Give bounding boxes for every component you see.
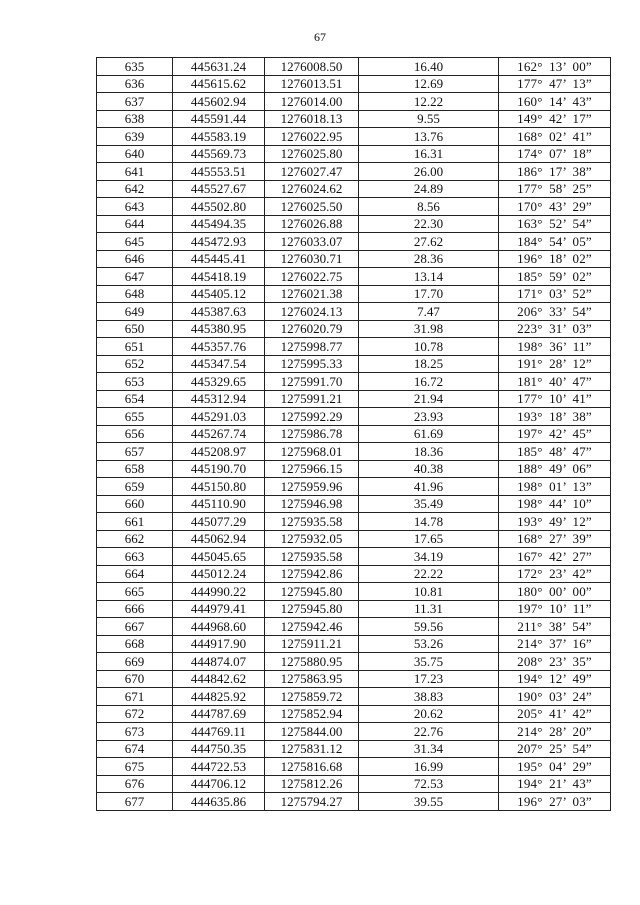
y-coordinate-cell: 1275959.96 [265, 478, 359, 496]
bearing-cell: 163° 52’ 54” [499, 215, 611, 233]
y-coordinate-cell: 1275816.68 [265, 758, 359, 776]
y-coordinate-cell: 1275863.95 [265, 670, 359, 688]
x-coordinate-cell: 445062.94 [173, 530, 265, 548]
bearing-cell: 198° 36’ 11” [499, 338, 611, 356]
distance-cell: 38.83 [359, 688, 499, 706]
y-coordinate-cell: 1276024.13 [265, 303, 359, 321]
table-row [97, 723, 611, 741]
point-number-cell: 637 [97, 93, 173, 111]
bearing-cell: 174° 07’ 18” [499, 145, 611, 163]
table-row [97, 600, 611, 618]
y-coordinate-cell: 1275945.80 [265, 583, 359, 601]
table-row [97, 198, 611, 216]
bearing-cell: 162° 13’ 00” [499, 58, 611, 76]
y-coordinate-cell: 1275968.01 [265, 443, 359, 461]
y-coordinate-cell: 1276008.50 [265, 58, 359, 76]
x-coordinate-cell: 445329.65 [173, 373, 265, 391]
distance-cell: 14.78 [359, 513, 499, 531]
distance-cell: 16.31 [359, 145, 499, 163]
bearing-cell: 149° 42’ 17” [499, 110, 611, 128]
x-coordinate-cell: 445012.24 [173, 565, 265, 583]
point-number-cell: 648 [97, 285, 173, 303]
distance-cell: 24.89 [359, 180, 499, 198]
x-coordinate-cell: 445150.80 [173, 478, 265, 496]
table-row [97, 740, 611, 758]
bearing-cell: 198° 44’ 10” [499, 495, 611, 513]
distance-cell: 20.62 [359, 705, 499, 723]
point-number-cell: 677 [97, 793, 173, 811]
x-coordinate-cell: 444706.12 [173, 775, 265, 793]
point-number-cell: 641 [97, 163, 173, 181]
distance-cell: 26.00 [359, 163, 499, 181]
bearing-cell: 177° 10’ 41” [499, 390, 611, 408]
y-coordinate-cell: 1276024.62 [265, 180, 359, 198]
distance-cell: 59.56 [359, 618, 499, 636]
x-coordinate-cell: 445077.29 [173, 513, 265, 531]
point-number-cell: 644 [97, 215, 173, 233]
y-coordinate-cell: 1276025.80 [265, 145, 359, 163]
table-row [97, 775, 611, 793]
y-coordinate-cell: 1275935.58 [265, 513, 359, 531]
y-coordinate-cell: 1276021.38 [265, 285, 359, 303]
distance-cell: 23.93 [359, 408, 499, 426]
x-coordinate-cell: 445357.76 [173, 338, 265, 356]
bearing-cell: 185° 48’ 47” [499, 443, 611, 461]
x-coordinate-cell: 445527.67 [173, 180, 265, 198]
x-coordinate-cell: 445553.51 [173, 163, 265, 181]
point-number-cell: 657 [97, 443, 173, 461]
bearing-cell: 193° 49’ 12” [499, 513, 611, 531]
point-number-cell: 656 [97, 425, 173, 443]
table-row [97, 653, 611, 671]
distance-cell: 31.98 [359, 320, 499, 338]
distance-cell: 40.38 [359, 460, 499, 478]
distance-cell: 18.25 [359, 355, 499, 373]
distance-cell: 12.22 [359, 93, 499, 111]
table-row [97, 233, 611, 251]
table-row [97, 425, 611, 443]
bearing-cell: 214° 37’ 16” [499, 635, 611, 653]
bearing-cell: 190° 03’ 24” [499, 688, 611, 706]
y-coordinate-cell: 1275880.95 [265, 653, 359, 671]
table-row [97, 320, 611, 338]
point-number-cell: 651 [97, 338, 173, 356]
point-number-cell: 638 [97, 110, 173, 128]
x-coordinate-cell: 445494.35 [173, 215, 265, 233]
bearing-cell: 223° 31’ 03” [499, 320, 611, 338]
distance-cell: 28.36 [359, 250, 499, 268]
distance-cell: 31.34 [359, 740, 499, 758]
x-coordinate-cell: 444842.62 [173, 670, 265, 688]
point-number-cell: 658 [97, 460, 173, 478]
y-coordinate-cell: 1276020.79 [265, 320, 359, 338]
bearing-cell: 197° 10’ 11” [499, 600, 611, 618]
table-row [97, 443, 611, 461]
table-row [97, 180, 611, 198]
table-row [97, 303, 611, 321]
y-coordinate-cell: 1276025.50 [265, 198, 359, 216]
x-coordinate-cell: 445615.62 [173, 75, 265, 93]
table-row [97, 705, 611, 723]
y-coordinate-cell: 1275932.05 [265, 530, 359, 548]
table-row [97, 58, 611, 76]
x-coordinate-cell: 445445.41 [173, 250, 265, 268]
x-coordinate-cell: 444979.41 [173, 600, 265, 618]
x-coordinate-cell: 445045.65 [173, 548, 265, 566]
y-coordinate-cell: 1275859.72 [265, 688, 359, 706]
bearing-cell: 211° 38’ 54” [499, 618, 611, 636]
distance-cell: 10.81 [359, 583, 499, 601]
bearing-cell: 208° 23’ 35” [499, 653, 611, 671]
coordinates-table-body [97, 58, 611, 811]
x-coordinate-cell: 445502.80 [173, 198, 265, 216]
y-coordinate-cell: 1275831.12 [265, 740, 359, 758]
bearing-cell: 171° 03’ 52” [499, 285, 611, 303]
page-number: 67 [314, 30, 326, 44]
distance-cell: 72.53 [359, 775, 499, 793]
y-coordinate-cell: 1276030.71 [265, 250, 359, 268]
bearing-cell: 214° 28’ 20” [499, 723, 611, 741]
bearing-cell: 170° 43’ 29” [499, 198, 611, 216]
y-coordinate-cell: 1276013.51 [265, 75, 359, 93]
bearing-cell: 198° 01’ 13” [499, 478, 611, 496]
point-number-cell: 668 [97, 635, 173, 653]
point-number-cell: 653 [97, 373, 173, 391]
distance-cell: 8.56 [359, 198, 499, 216]
point-number-cell: 646 [97, 250, 173, 268]
distance-cell: 10.78 [359, 338, 499, 356]
y-coordinate-cell: 1276026.88 [265, 215, 359, 233]
bearing-cell: 180° 00’ 00” [499, 583, 611, 601]
y-coordinate-cell: 1275942.86 [265, 565, 359, 583]
bearing-cell: 207° 25’ 54” [499, 740, 611, 758]
x-coordinate-cell: 445569.73 [173, 145, 265, 163]
bearing-cell: 206° 33’ 54” [499, 303, 611, 321]
distance-cell: 13.14 [359, 268, 499, 286]
x-coordinate-cell: 444825.92 [173, 688, 265, 706]
distance-cell: 41.96 [359, 478, 499, 496]
y-coordinate-cell: 1275844.00 [265, 723, 359, 741]
table-row [97, 408, 611, 426]
x-coordinate-cell: 444722.53 [173, 758, 265, 776]
bearing-cell: 185° 59’ 02” [499, 268, 611, 286]
point-number-cell: 636 [97, 75, 173, 93]
y-coordinate-cell: 1275945.80 [265, 600, 359, 618]
distance-cell: 16.40 [359, 58, 499, 76]
distance-cell: 39.55 [359, 793, 499, 811]
table-row [97, 145, 611, 163]
y-coordinate-cell: 1275966.15 [265, 460, 359, 478]
table-row [97, 75, 611, 93]
y-coordinate-cell: 1276022.75 [265, 268, 359, 286]
point-number-cell: 670 [97, 670, 173, 688]
point-number-cell: 643 [97, 198, 173, 216]
x-coordinate-cell: 445380.95 [173, 320, 265, 338]
distance-cell: 35.75 [359, 653, 499, 671]
distance-cell: 17.65 [359, 530, 499, 548]
x-coordinate-cell: 445583.19 [173, 128, 265, 146]
point-number-cell: 663 [97, 548, 173, 566]
distance-cell: 16.99 [359, 758, 499, 776]
x-coordinate-cell: 445110.90 [173, 495, 265, 513]
distance-cell: 22.30 [359, 215, 499, 233]
y-coordinate-cell: 1275911.21 [265, 635, 359, 653]
x-coordinate-cell: 445312.94 [173, 390, 265, 408]
bearing-cell: 177° 58’ 25” [499, 180, 611, 198]
y-coordinate-cell: 1275852.94 [265, 705, 359, 723]
bearing-cell: 196° 18’ 02” [499, 250, 611, 268]
point-number-cell: 640 [97, 145, 173, 163]
table-row [97, 268, 611, 286]
bearing-cell: 168° 27’ 39” [499, 530, 611, 548]
table-row [97, 565, 611, 583]
table-row [97, 93, 611, 111]
point-number-cell: 662 [97, 530, 173, 548]
point-number-cell: 642 [97, 180, 173, 198]
table-row [97, 758, 611, 776]
table-row [97, 163, 611, 181]
point-number-cell: 650 [97, 320, 173, 338]
bearing-cell: 194° 21’ 43” [499, 775, 611, 793]
x-coordinate-cell: 445267.74 [173, 425, 265, 443]
y-coordinate-cell: 1276018.13 [265, 110, 359, 128]
table-row [97, 495, 611, 513]
bearing-cell: 205° 41’ 42” [499, 705, 611, 723]
x-coordinate-cell: 444874.07 [173, 653, 265, 671]
distance-cell: 17.70 [359, 285, 499, 303]
bearing-cell: 177° 47’ 13” [499, 75, 611, 93]
x-coordinate-cell: 444635.86 [173, 793, 265, 811]
x-coordinate-cell: 445190.70 [173, 460, 265, 478]
bearing-cell: 195° 04’ 29” [499, 758, 611, 776]
table-row [97, 478, 611, 496]
table-row [97, 110, 611, 128]
point-number-cell: 655 [97, 408, 173, 426]
point-number-cell: 666 [97, 600, 173, 618]
distance-cell: 22.22 [359, 565, 499, 583]
bearing-cell: 188° 49’ 06” [499, 460, 611, 478]
y-coordinate-cell: 1275935.58 [265, 548, 359, 566]
point-number-cell: 665 [97, 583, 173, 601]
table-row [97, 530, 611, 548]
table-row [97, 583, 611, 601]
x-coordinate-cell: 445631.24 [173, 58, 265, 76]
bearing-cell: 193° 18’ 38” [499, 408, 611, 426]
distance-cell: 12.69 [359, 75, 499, 93]
bearing-cell: 197° 42’ 45” [499, 425, 611, 443]
distance-cell: 7.47 [359, 303, 499, 321]
x-coordinate-cell: 444750.35 [173, 740, 265, 758]
point-number-cell: 645 [97, 233, 173, 251]
bearing-cell: 186° 17’ 38” [499, 163, 611, 181]
x-coordinate-cell: 445602.94 [173, 93, 265, 111]
point-number-cell: 649 [97, 303, 173, 321]
table-row [97, 635, 611, 653]
y-coordinate-cell: 1276022.95 [265, 128, 359, 146]
x-coordinate-cell: 445405.12 [173, 285, 265, 303]
bearing-cell: 184° 54’ 05” [499, 233, 611, 251]
y-coordinate-cell: 1275812.26 [265, 775, 359, 793]
x-coordinate-cell: 445291.03 [173, 408, 265, 426]
x-coordinate-cell: 445387.63 [173, 303, 265, 321]
table-row [97, 793, 611, 811]
distance-cell: 22.76 [359, 723, 499, 741]
table-row [97, 688, 611, 706]
bearing-cell: 168° 02’ 41” [499, 128, 611, 146]
table-row [97, 460, 611, 478]
y-coordinate-cell: 1275998.77 [265, 338, 359, 356]
table-row [97, 355, 611, 373]
y-coordinate-cell: 1275991.21 [265, 390, 359, 408]
y-coordinate-cell: 1276014.00 [265, 93, 359, 111]
distance-cell: 21.94 [359, 390, 499, 408]
y-coordinate-cell: 1276033.07 [265, 233, 359, 251]
point-number-cell: 654 [97, 390, 173, 408]
table-row [97, 548, 611, 566]
bearing-cell: 160° 14’ 43” [499, 93, 611, 111]
y-coordinate-cell: 1275946.98 [265, 495, 359, 513]
distance-cell: 34.19 [359, 548, 499, 566]
table-row [97, 128, 611, 146]
distance-cell: 17.23 [359, 670, 499, 688]
x-coordinate-cell: 444990.22 [173, 583, 265, 601]
x-coordinate-cell: 444787.69 [173, 705, 265, 723]
bearing-cell: 191° 28’ 12” [499, 355, 611, 373]
point-number-cell: 664 [97, 565, 173, 583]
y-coordinate-cell: 1276027.47 [265, 163, 359, 181]
table-row [97, 618, 611, 636]
point-number-cell: 669 [97, 653, 173, 671]
table-row [97, 285, 611, 303]
table-row [97, 338, 611, 356]
x-coordinate-cell: 445418.19 [173, 268, 265, 286]
y-coordinate-cell: 1275794.27 [265, 793, 359, 811]
x-coordinate-cell: 445208.97 [173, 443, 265, 461]
point-number-cell: 652 [97, 355, 173, 373]
table-row [97, 215, 611, 233]
bearing-cell: 194° 12’ 49” [499, 670, 611, 688]
distance-cell: 61.69 [359, 425, 499, 443]
y-coordinate-cell: 1275995.33 [265, 355, 359, 373]
distance-cell: 53.26 [359, 635, 499, 653]
point-number-cell: 659 [97, 478, 173, 496]
point-number-cell: 674 [97, 740, 173, 758]
point-number-cell: 660 [97, 495, 173, 513]
y-coordinate-cell: 1275992.29 [265, 408, 359, 426]
point-number-cell: 673 [97, 723, 173, 741]
y-coordinate-cell: 1275942.46 [265, 618, 359, 636]
distance-cell: 35.49 [359, 495, 499, 513]
table-row [97, 513, 611, 531]
x-coordinate-cell: 444769.11 [173, 723, 265, 741]
distance-cell: 9.55 [359, 110, 499, 128]
x-coordinate-cell: 445472.93 [173, 233, 265, 251]
x-coordinate-cell: 444917.90 [173, 635, 265, 653]
table-row [97, 373, 611, 391]
distance-cell: 13.76 [359, 128, 499, 146]
point-number-cell: 661 [97, 513, 173, 531]
x-coordinate-cell: 445591.44 [173, 110, 265, 128]
bearing-cell: 181° 40’ 47” [499, 373, 611, 391]
point-number-cell: 676 [97, 775, 173, 793]
bearing-cell: 172° 23’ 42” [499, 565, 611, 583]
x-coordinate-cell: 445347.54 [173, 355, 265, 373]
y-coordinate-cell: 1275991.70 [265, 373, 359, 391]
point-number-cell: 672 [97, 705, 173, 723]
table-row [97, 390, 611, 408]
table-row [97, 250, 611, 268]
point-number-cell: 671 [97, 688, 173, 706]
distance-cell: 27.62 [359, 233, 499, 251]
distance-cell: 18.36 [359, 443, 499, 461]
coordinates-table [96, 57, 611, 811]
x-coordinate-cell: 444968.60 [173, 618, 265, 636]
point-number-cell: 647 [97, 268, 173, 286]
bearing-cell: 196° 27’ 03” [499, 793, 611, 811]
distance-cell: 16.72 [359, 373, 499, 391]
point-number-cell: 635 [97, 58, 173, 76]
y-coordinate-cell: 1275986.78 [265, 425, 359, 443]
distance-cell: 11.31 [359, 600, 499, 618]
point-number-cell: 675 [97, 758, 173, 776]
bearing-cell: 167° 42’ 27” [499, 548, 611, 566]
table-row [97, 670, 611, 688]
point-number-cell: 639 [97, 128, 173, 146]
point-number-cell: 667 [97, 618, 173, 636]
